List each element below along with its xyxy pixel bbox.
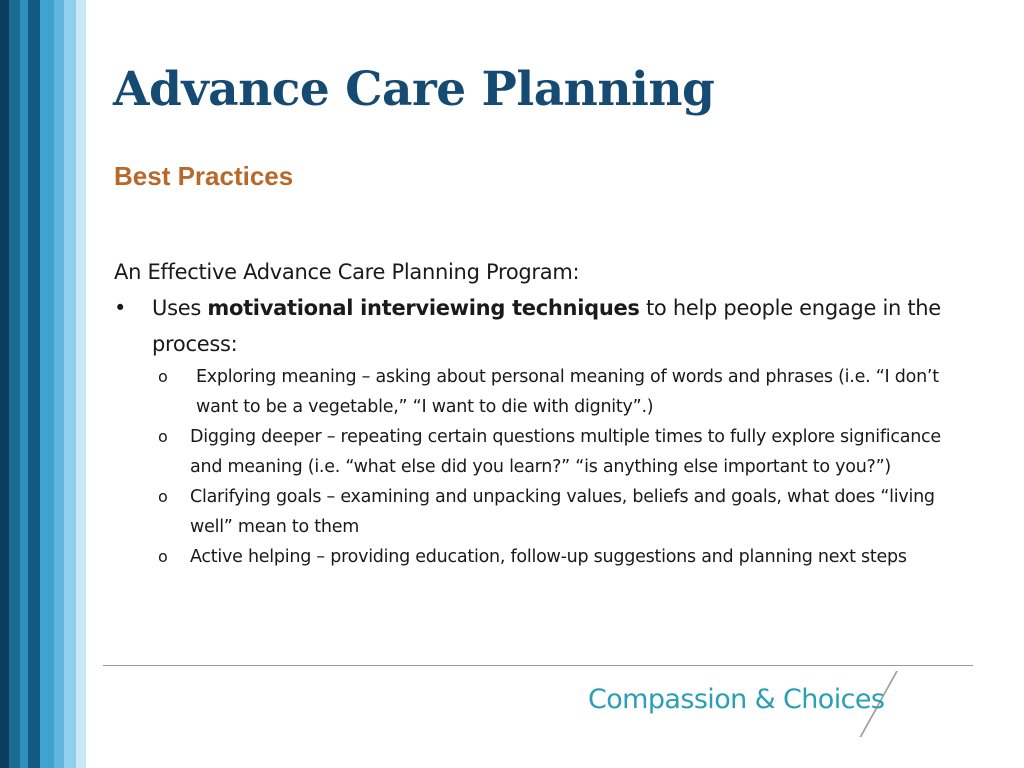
footer-divider xyxy=(103,665,973,666)
sub-item-text: Active helping – providing education, follow-up suggestions and planning next steps xyxy=(190,547,907,567)
bullet-suffix: to help people engage in the process: xyxy=(152,296,941,356)
bullet-marker: • xyxy=(114,296,127,320)
bullet-prefix: Uses xyxy=(152,296,208,320)
sub-item-digging-deeper xyxy=(114,422,974,482)
sub-item-clarifying-goals xyxy=(114,482,974,542)
sub-item-text: Exploring meaning – asking about personal meaning of words and phrases (i.e. “I don’t want to be a vegetable,” “I want to die with dignity”.) xyxy=(196,367,939,417)
bullet-bold-text: motivational interviewing techniques xyxy=(207,296,640,320)
sub-marker: o xyxy=(158,427,168,446)
slide-body xyxy=(114,254,974,572)
decorative-side-stripes xyxy=(0,0,86,768)
slide-subtitle: Best Practices xyxy=(114,161,294,191)
intro-text: An Effective Advance Care Planning Program: xyxy=(114,260,580,284)
sub-item-exploring-meaning xyxy=(114,362,974,422)
compassion-choices-logo: Compassion & Choices xyxy=(588,684,885,715)
sub-marker: o xyxy=(158,367,168,386)
sub-item-active-helping xyxy=(114,542,974,572)
sub-marker: o xyxy=(158,487,168,506)
main-bullet xyxy=(114,290,974,362)
sub-item-text: Clarifying goals – examining and unpacking values, beliefs and goals, what does “living well” mean to them xyxy=(190,487,935,537)
sub-item-text: Digging deeper – repeating certain questions multiple times to fully explore significance and meaning (i.e. “what else did you learn?” “is anything else important to you?”) xyxy=(190,427,941,477)
slide-title: Advance Care Planning xyxy=(113,62,715,117)
sub-marker: o xyxy=(158,547,168,566)
